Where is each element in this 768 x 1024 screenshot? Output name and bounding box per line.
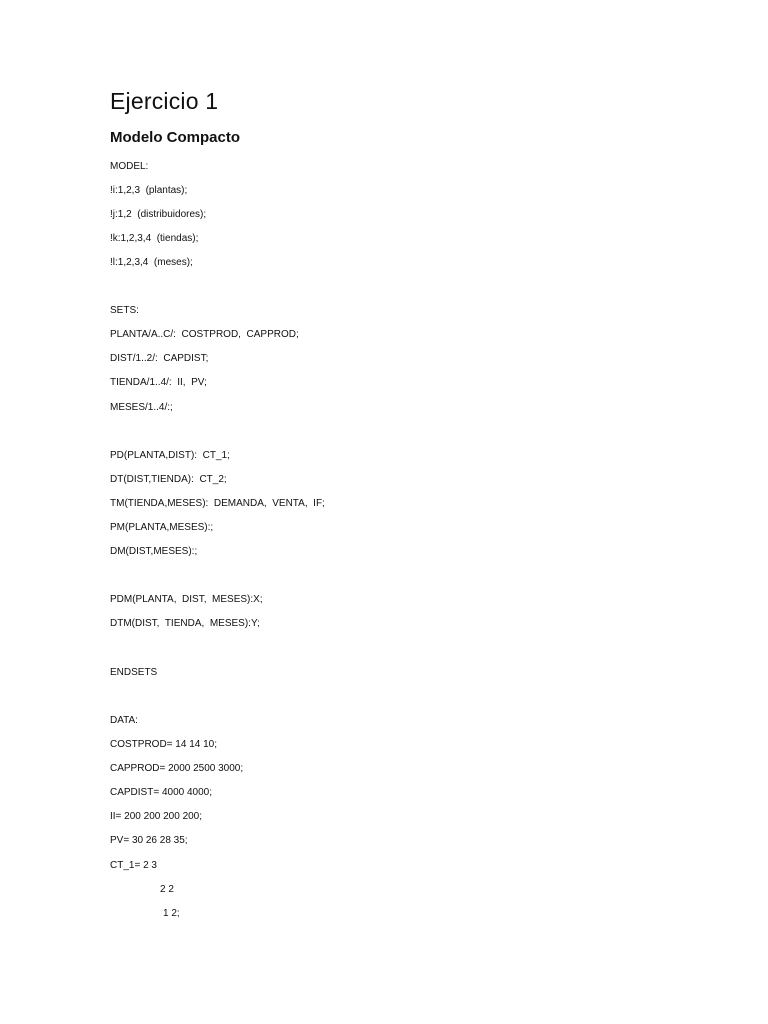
code-line: PD(PLANTA,DIST): CT_1; (110, 450, 230, 461)
document-title: Ejercicio 1 (110, 88, 219, 114)
code-line: MODEL: (110, 161, 149, 172)
code-line: PDM(PLANTA, DIST, MESES):X; (110, 594, 263, 605)
document-subtitle: Modelo Compacto (110, 129, 240, 146)
code-line: CT_1= 2 3 (110, 860, 157, 871)
code-line: CAPDIST= 4000 4000; (110, 787, 213, 798)
code-line: 1 2; (163, 908, 180, 919)
code-line: PLANTA/A..C/: COSTPROD, CAPPROD; (110, 329, 299, 340)
code-line: TIENDA/1..4/: II, PV; (110, 377, 207, 388)
code-line: !k:1,2,3,4 (tiendas); (110, 233, 199, 244)
code-line: !i:1,2,3 (plantas); (110, 185, 188, 196)
code-line: DTM(DIST, TIENDA, MESES):Y; (110, 618, 260, 629)
code-line: CAPPROD= 2000 2500 3000; (110, 763, 244, 774)
code-line: TM(TIENDA,MESES): DEMANDA, VENTA, IF; (110, 498, 325, 509)
code-line: II= 200 200 200 200; (110, 811, 203, 822)
code-line: !l:1,2,3,4 (meses); (110, 257, 193, 268)
code-line: PV= 30 26 28 35; (110, 835, 188, 846)
code-line: ENDSETS (110, 667, 158, 678)
code-line: DATA: (110, 715, 138, 726)
code-line: DIST/1..2/: CAPDIST; (110, 353, 209, 364)
code-line: COSTPROD= 14 14 10; (110, 739, 217, 750)
code-line: DM(DIST,MESES):; (110, 546, 198, 557)
code-line: MESES/1..4/:; (110, 402, 173, 413)
code-line: SETS: (110, 305, 139, 316)
code-line: !j:1,2 (distribuidores); (110, 209, 207, 220)
code-line: 2 2 (160, 884, 174, 895)
code-line: DT(DIST,TIENDA): CT_2; (110, 474, 227, 485)
code-line: PM(PLANTA,MESES):; (110, 522, 214, 533)
